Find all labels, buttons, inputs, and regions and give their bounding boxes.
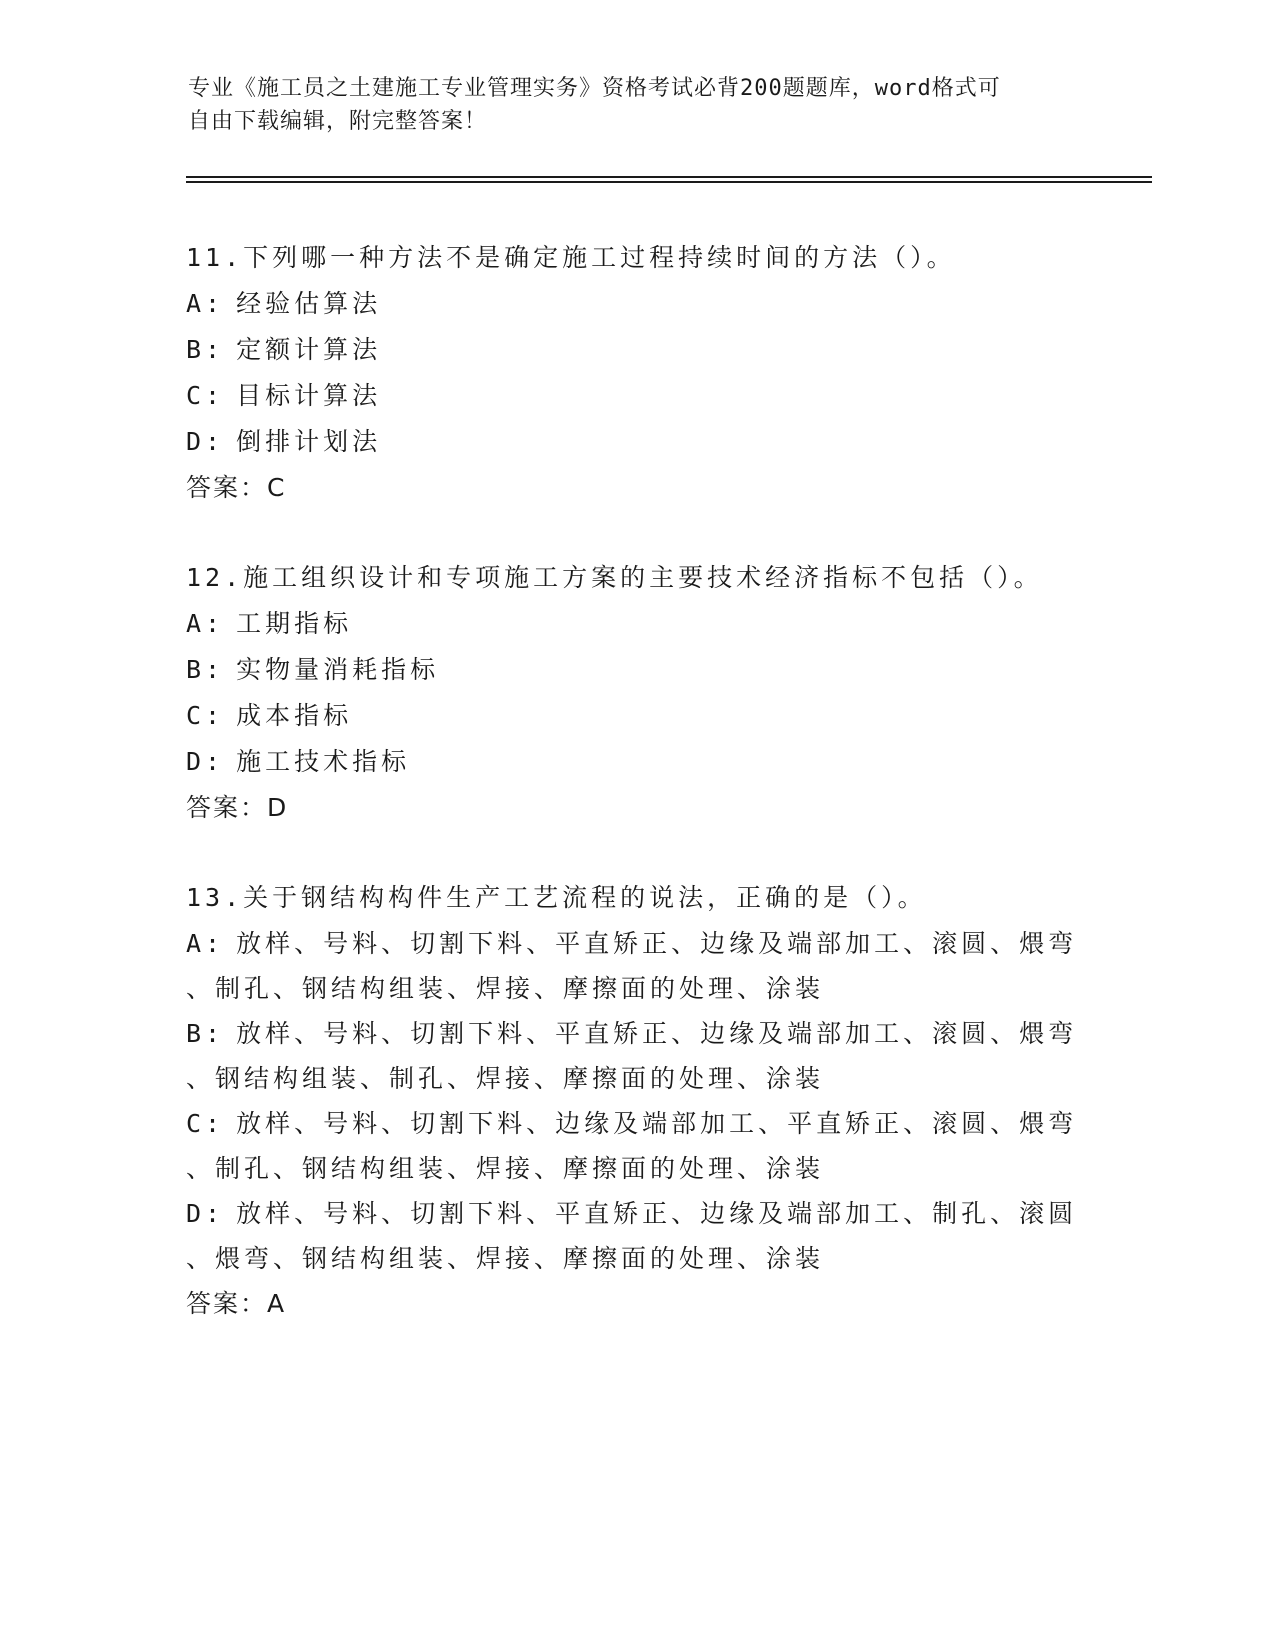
option-c (186, 373, 1086, 419)
option-a (186, 601, 1086, 647)
option-d (186, 419, 1086, 465)
question-13 (186, 875, 1086, 1327)
option-letter: C: (186, 1109, 225, 1138)
option-letter: B: (186, 1019, 225, 1048)
option-text-line-2: 、制孔、钢结构组装、焊接、摩擦面的处理、涂装 (186, 1154, 825, 1183)
option-letter: B: (186, 655, 225, 684)
option-text: 定额计算法 (236, 335, 382, 364)
option-a (186, 281, 1086, 327)
question-11 (186, 235, 1086, 511)
header-line-2: 自由下载编辑，附完整答案！ (188, 109, 488, 134)
option-text: 工期指标 (236, 609, 353, 638)
option-letter: C: (186, 381, 225, 410)
document-header (188, 72, 1088, 138)
answer-line: 答案：D (186, 793, 289, 822)
option-b (186, 647, 1086, 693)
answer-line: 答案：C (186, 473, 287, 502)
option-text-line-2: 、钢结构组装、制孔、焊接、摩擦面的处理、涂装 (186, 1064, 825, 1093)
answer-line: 答案：A (186, 1289, 287, 1318)
option-text-line-2: 、制孔、钢结构组装、焊接、摩擦面的处理、涂装 (186, 974, 825, 1003)
question-title: 12.施工组织设计和专项施工方案的主要技术经济指标不包括（）。 (186, 563, 1043, 592)
question-title: 11.下列哪一种方法不是确定施工过程持续时间的方法（）。 (186, 243, 956, 272)
option-text: 施工技术指标 (236, 747, 411, 776)
option-text: 倒排计划法 (236, 427, 382, 456)
option-text-line-1: 放样、号料、切割下料、平直矫正、边缘及端部加工、滚圆、煨弯 (236, 1019, 1078, 1048)
option-text: 目标计算法 (236, 381, 382, 410)
question-title: 13.关于钢结构构件生产工艺流程的说法，正确的是（）。 (186, 883, 927, 912)
option-letter: D: (186, 747, 225, 776)
option-text: 经验估算法 (236, 289, 382, 318)
option-c (186, 1101, 1086, 1191)
option-c (186, 693, 1086, 739)
option-letter: D: (186, 427, 225, 456)
option-a (186, 921, 1086, 1011)
header-divider-top (186, 176, 1152, 178)
option-letter: D: (186, 1199, 225, 1228)
option-b (186, 327, 1086, 373)
option-text-line-1: 放样、号料、切割下料、平直矫正、边缘及端部加工、滚圆、煨弯 (236, 929, 1078, 958)
option-letter: A: (186, 609, 225, 638)
option-text: 成本指标 (236, 701, 353, 730)
option-d (186, 739, 1086, 785)
option-b (186, 1011, 1086, 1101)
option-text-line-1: 放样、号料、切割下料、平直矫正、边缘及端部加工、制孔、滚圆 (236, 1199, 1078, 1228)
option-text-line-2: 、煨弯、钢结构组装、焊接、摩擦面的处理、涂装 (186, 1244, 825, 1273)
header-line-1: 专业《施工员之土建施工专业管理实务》资格考试必背200题题库，word格式可 (188, 76, 1001, 101)
option-letter: A: (186, 929, 225, 958)
header-divider-bottom (186, 181, 1152, 183)
option-d (186, 1191, 1086, 1281)
option-letter: A: (186, 289, 225, 318)
option-text-line-1: 放样、号料、切割下料、边缘及端部加工、平直矫正、滚圆、煨弯 (236, 1109, 1078, 1138)
question-12 (186, 555, 1086, 831)
option-letter: B: (186, 335, 225, 364)
option-text: 实物量消耗指标 (236, 655, 440, 684)
option-letter: C: (186, 701, 225, 730)
